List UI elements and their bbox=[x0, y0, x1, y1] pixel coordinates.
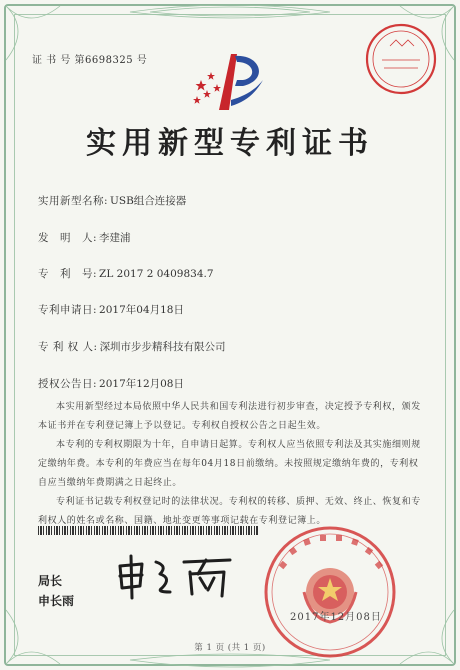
patentee-value: 深圳市步步精科技有限公司 bbox=[99, 341, 226, 353]
patent-number-value: ZL 2017 2 0409834.7 bbox=[99, 268, 214, 280]
utility-model-name-field bbox=[38, 193, 186, 208]
patentee-field bbox=[38, 339, 226, 354]
director-signature bbox=[112, 552, 242, 602]
inventor-label: 发 明 人: bbox=[38, 232, 98, 244]
patent-number-label: 专 利 号: bbox=[38, 268, 98, 280]
body-paragraph-3: 专利证书记载专利权登记时的法律状况。专利权的转移、质押、无效、终止、恢复和专利权人的姓名或名称、国籍、地址变更等事项记载在专利登记簿上。 bbox=[38, 497, 421, 526]
patentee-label: 专 利 权 人: bbox=[38, 341, 98, 353]
application-date-label: 专利申请日: bbox=[38, 304, 98, 316]
patent-office-logo-icon bbox=[191, 50, 271, 112]
utility-model-name-label: 实用新型名称: bbox=[38, 195, 109, 207]
director-title: 局长 bbox=[38, 574, 63, 588]
grant-date-value: 2017年12月08日 bbox=[99, 378, 184, 390]
inventor-field bbox=[38, 230, 131, 245]
certificate-number: 证 书 号 第6698325 号 bbox=[32, 55, 148, 66]
page-number: 第 1 页 (共 1 页) bbox=[194, 643, 266, 653]
inventor-value: 李建浦 bbox=[99, 232, 131, 244]
application-date-field bbox=[38, 302, 184, 317]
patent-number-field bbox=[38, 266, 214, 281]
body-paragraph-1: 本实用新型经过本局依照中华人民共和国专利法进行初步审查，决定授予专利权，颁发本证书并在专利登记簿上予以登记。专利权自授权公告之日起生效。 bbox=[38, 402, 421, 431]
certificate-body-text bbox=[38, 398, 426, 531]
utility-model-name-value: USB组合连接器 bbox=[110, 195, 187, 207]
grant-date-label: 授权公告日: bbox=[38, 378, 98, 390]
application-date-value: 2017年04月18日 bbox=[99, 304, 184, 316]
body-paragraph-2: 本专利的专利权期限为十年，自申请日起算。专利权人应当依照专利法及其实施细则规定缴纳年费。本专利的年费应当在每年04月18日前缴纳。未按照规定缴纳年费的，专利权自应当缴纳年费期满之日起终止。 bbox=[38, 440, 421, 488]
agency-seal-small bbox=[362, 20, 440, 98]
director-name: 申长雨 bbox=[38, 594, 75, 608]
grant-date-field bbox=[38, 376, 184, 391]
certificate-title: 实用新型专利证书 bbox=[86, 126, 374, 161]
barcode bbox=[38, 526, 258, 535]
issue-date: 2017年12月08日 bbox=[290, 612, 382, 623]
